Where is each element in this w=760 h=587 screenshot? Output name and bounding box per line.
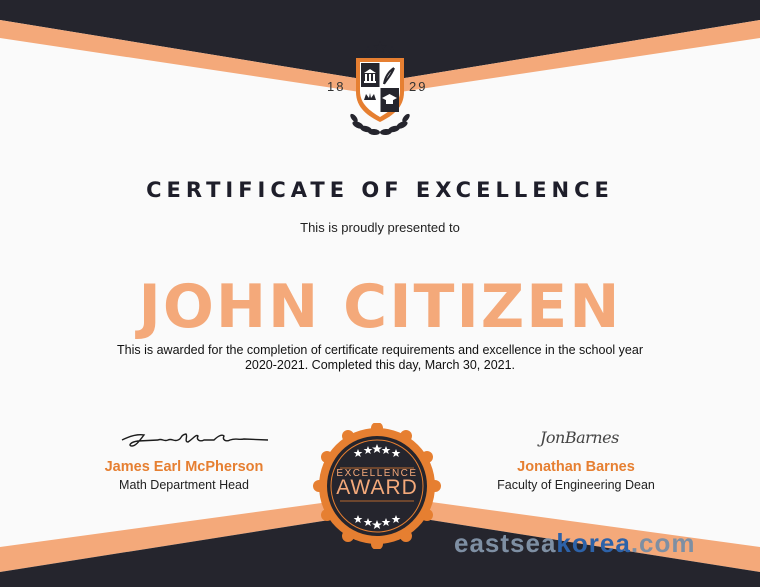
seal-label-large: AWARD [336,476,418,499]
founding-year-right: 29 [409,79,428,94]
presented-line: This is proudly presented to [300,220,460,235]
signer-name-left: James Earl McPherson [104,459,264,475]
watermark-part: eastsea [454,528,557,558]
seal-label-small: EXCELLENCE [336,468,418,479]
watermark [454,528,696,559]
signature-right: JonBarnes [540,428,619,447]
signer-title-left: Math Department Head [119,478,249,492]
signer-name-right: Jonathan Barnes [517,459,635,475]
certificate-title: CERTIFICATE OF EXCELLENCE [146,178,614,202]
signature-left [118,426,273,452]
recipient-name: JOHN CITIZEN [138,272,622,342]
star-icon [362,41,398,57]
watermark-part: .com [630,528,696,558]
signer-title-right: Faculty of Engineering Dean [497,478,655,492]
founding-year-left: 18 [327,79,346,94]
watermark-part: korea [556,528,631,558]
award-description: This is awarded for the completion of certificate requirements and excellence in the school year 2020-2021. Completed this day, March 30, 2021. [117,343,643,372]
